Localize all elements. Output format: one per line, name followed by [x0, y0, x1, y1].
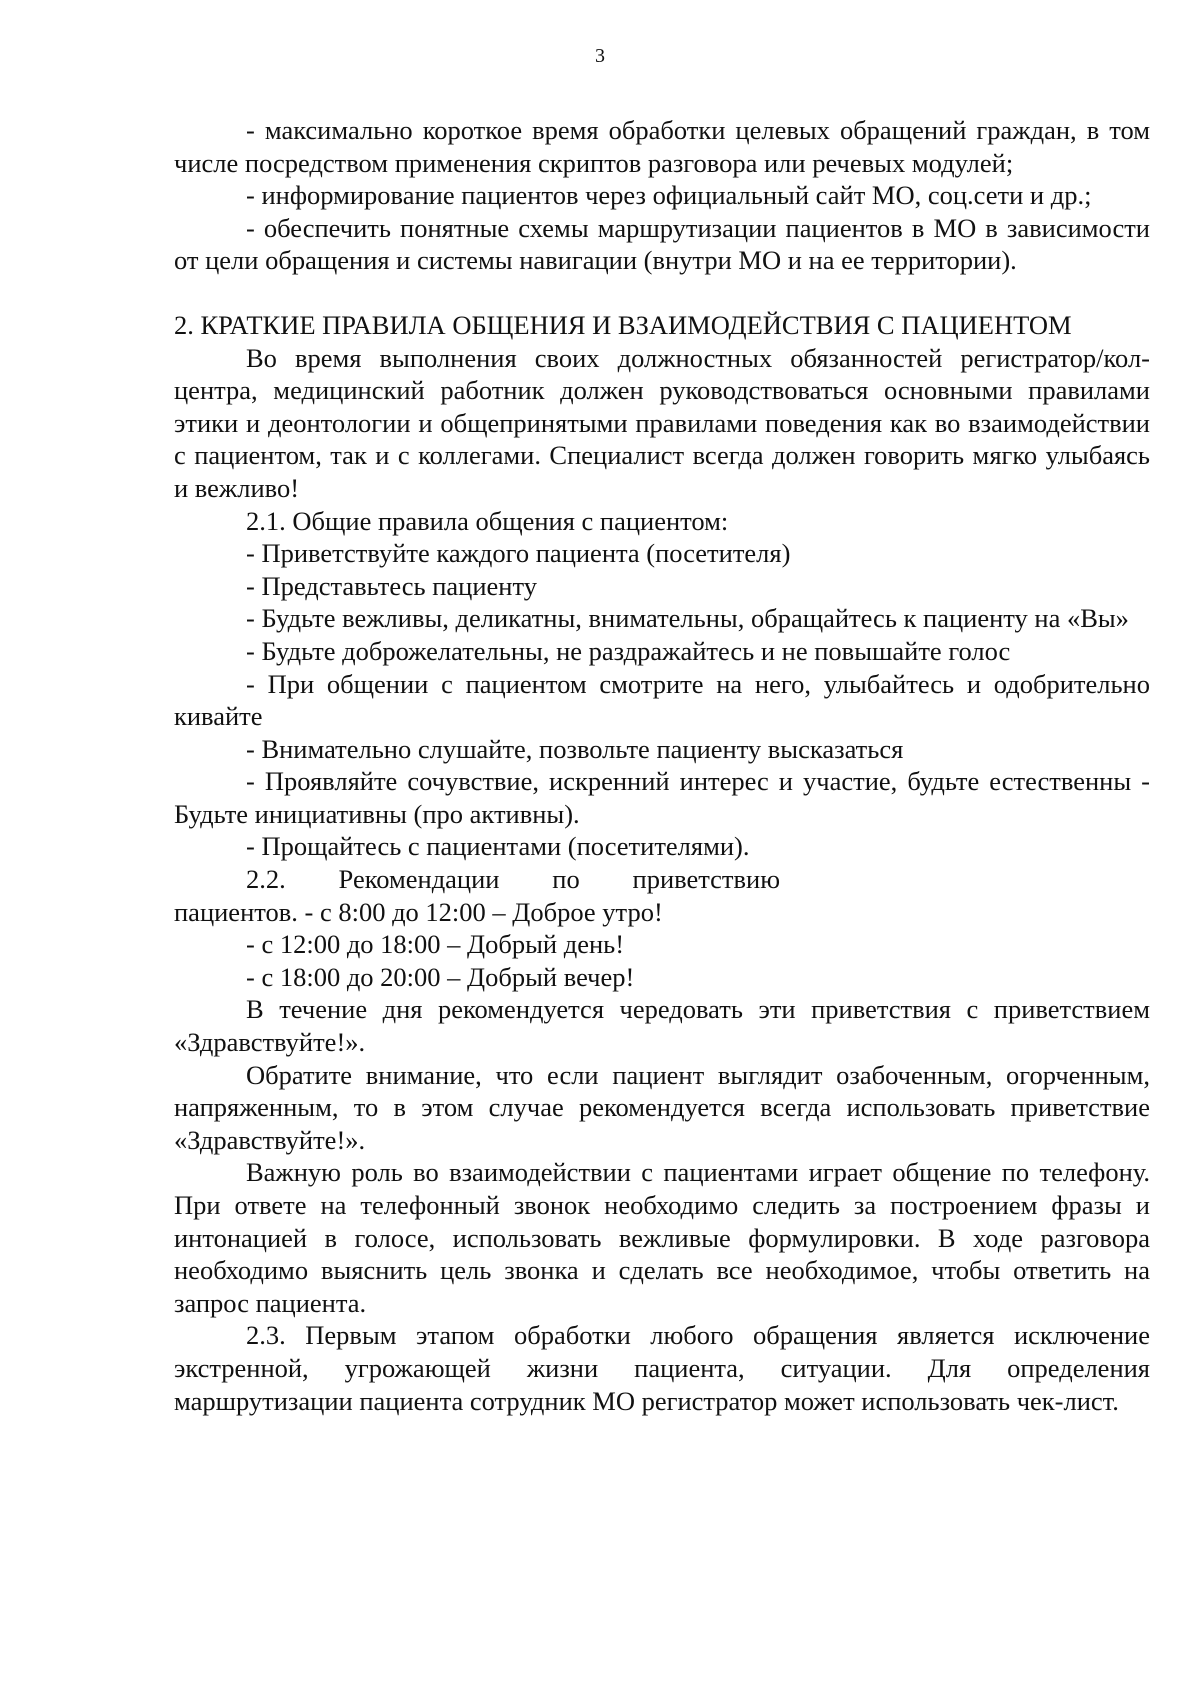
rule-item: - Представьтесь пациенту [246, 570, 537, 601]
greeting-item: - с 18:00 до 20:00 – Добрый вечер! [246, 961, 635, 992]
intro-item: - максимально короткое время обработки целевых обращений граждан, в том числе посредством применения скриптов разговора или речевых модулей; [174, 115, 1150, 178]
routing-paragraph: 2.3. Первым этапом обработки любого обращения является исключение экстренной, угрожающей жизни пациента, ситуации. Для определения маршрутизации пациента сотрудник МО регистратор может использовать чек-лист. [174, 1320, 1150, 1416]
rule-item: - Приветствуйте каждого пациента (посетителя) [246, 538, 791, 569]
page-number: 3 [595, 45, 605, 67]
section-heading: 2. КРАТКИЕ ПРАВИЛА ОБЩЕНИЯ И ВЗАИМОДЕЙСТВИЯ С ПАЦИЕНТОМ [174, 309, 1072, 340]
document-body [174, 114, 1150, 1417]
rule-item: - Будьте доброжелательны, не раздражайтесь и не повышайте голос [246, 635, 1011, 666]
greeting-title-line: пациентов. - с 8:00 до 12:00 – Доброе утро! [174, 896, 663, 927]
greeting-item: - с 12:00 до 18:00 – Добрый день! [246, 929, 625, 960]
section-intro-paragraph: Во время выполнения своих должностных обязанностей регистратор/кол-центра, медицинский работник должен руководствоваться основными правилами этики и деонтологии и общепринятыми правилами поведения как во взаимодействии с пациентом, так и с коллегами. Специалист всегда должен говорить мягко улыбаясь и вежливо! [174, 342, 1150, 503]
greeting-note: В течение дня рекомендуется чередовать эти приветствия с приветствием «Здравствуйте!». [174, 994, 1150, 1058]
greeting-title-line: 2.2. Рекомендации по приветствию [246, 864, 780, 895]
rule-item: - Прощайтесь с пациентами (посетителями). [246, 831, 750, 862]
phone-paragraph: Важную роль во взаимодействии с пациентами играет общение по телефону. При ответе на телефонный звонок необходимо следить за построением фразы и интонацией в голосе, использовать вежливые формулировки. В ходе разговора необходимо выяснить цель звонка и сделать все необходимое, чтобы ответить на запрос пациента. [174, 1157, 1150, 1318]
rule-item: - Внимательно слушайте, позвольте пациенту высказаться [246, 733, 904, 764]
intro-item: - обеспечить понятные схемы маршрутизации пациентов в МО в зависимости от цели обращения и системы навигации (внутри МО и на ее территории). [174, 212, 1150, 276]
rule-item: - Будьте вежливы, деликатны, внимательны, обращайтесь к пациенту на «Вы» [246, 603, 1129, 634]
intro-item: - информирование пациентов через официальный сайт МО, соц.сети и др.; [246, 180, 1092, 211]
general-rules-title: 2.1. Общие правила общения с пациентом: [246, 505, 729, 536]
rule-item: - Проявляйте сочувствие, искренний интерес и участие, будьте естественны - Будьте инициативны (про активны). [174, 766, 1150, 829]
rule-item: - При общении с пациентом смотрите на него, улыбайтесь и одобрительно кивайте [174, 668, 1150, 732]
greeting-note: Обратите внимание, что если пациент выглядит озабоченным, огорченным, напряженным, то в этом случае рекомендуется всегда использовать приветствие «Здравствуйте!». [174, 1059, 1150, 1155]
